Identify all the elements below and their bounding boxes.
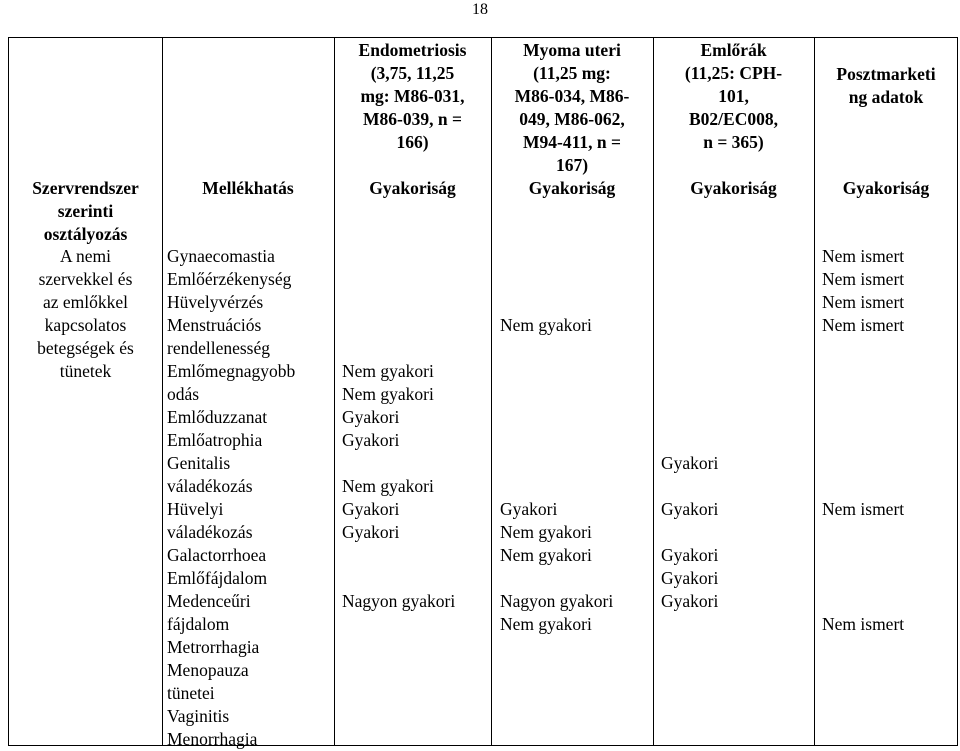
myoma-header-line: 167) (555, 155, 589, 175)
organ-system-category-line: kapcsolatos (44, 315, 127, 335)
adverse-effect-item: Gynaecomastia (167, 246, 275, 266)
adverse-effect-item: Menopauza (167, 660, 249, 680)
organ-system-category-line: tünetek (59, 361, 112, 381)
adverse-effect-item: Hüvelyi (167, 499, 224, 519)
frequency-header-myoma: Gyakoriság (528, 178, 616, 198)
emlorak-header-line: Emlőrák (700, 40, 767, 60)
adverse-effect-item: odás (167, 384, 200, 404)
frequency-cell: Nem gyakori (342, 384, 434, 404)
organ-system-header-line: szerinti (57, 201, 114, 221)
adverse-effect-item: Metrorrhagia (167, 637, 260, 657)
frequency-cell: Nagyon gyakori (342, 591, 456, 611)
adverse-effect-item: Emlőmegnagyobb (167, 361, 296, 381)
posztmarketing-header-line: ng adatok (848, 87, 924, 107)
column-divider (162, 37, 163, 746)
frequency-cell: Nem gyakori (500, 614, 592, 634)
frequency-cell: Nem ismert (822, 292, 905, 312)
endometriosis-header (334, 39, 491, 154)
myoma-header-line: Myoma uteri (523, 40, 621, 60)
frequency-cell: Gyakori (661, 453, 719, 473)
frequency-cell: Nem gyakori (500, 545, 592, 565)
adverse-effect-item: Emlőduzzanat (167, 407, 268, 427)
adverse-effect-item: rendellenesség (167, 338, 271, 358)
organ-system-header-line: osztályozás (43, 224, 128, 244)
endometriosis-header-line: Endometriosis (358, 40, 467, 60)
frequency-cell: Gyakori (661, 545, 719, 565)
adverse-effect-item: Medenceűri (167, 591, 251, 611)
adverse-effect-header: Mellékhatás (202, 178, 294, 198)
adverse-effect-item: Hüvelyvérzés (167, 292, 264, 312)
frequency-cell: Gyakori (342, 522, 400, 542)
posztmarketing-header (814, 63, 958, 109)
frequency-cell: Nem ismert (822, 269, 905, 289)
organ-system-header (9, 177, 162, 246)
frequency-cell: Nem gyakori (342, 476, 434, 496)
myoma-uteri-header (491, 39, 653, 177)
myoma-header-line: M94-411, n = (523, 132, 621, 152)
adverse-effect-item: Emlőfájdalom (167, 568, 268, 588)
emlorak-header-line: B02/EC008, (689, 109, 778, 129)
frequency-cell: Nem gyakori (500, 315, 592, 335)
endometriosis-header-line: 166) (396, 132, 429, 152)
emlorak-header-line: 101, (718, 86, 749, 106)
adverse-effect-item: Emlőatrophia (167, 430, 263, 450)
posztmarketing-header-line: Posztmarketi (836, 64, 936, 84)
frequency-cell: Nem gyakori (500, 522, 592, 542)
adverse-effect-item: váladékozás (167, 522, 253, 542)
organ-system-category (9, 245, 162, 383)
organ-system-category-line: betegségek és (37, 338, 134, 358)
adverse-effect-item: Menorrhagia (167, 729, 258, 749)
frequency-cell: Gyakori (342, 430, 400, 450)
myoma-header-line: M86-034, M86- (514, 86, 630, 106)
frequency-cell: Nem ismert (822, 246, 905, 266)
organ-system-category-line: az emlőkkel (42, 292, 129, 312)
frequency-cell: Nem gyakori (342, 361, 434, 381)
adverse-effect-item: Vaginitis (167, 706, 230, 726)
frequency-cell: Nem ismert (822, 499, 905, 519)
emlorak-header (653, 39, 814, 154)
adverse-effect-item: váladékozás (167, 476, 253, 496)
frequency-cell: Gyakori (661, 591, 719, 611)
endometriosis-header-line: M86-039, n = (363, 109, 462, 129)
emlorak-header-line: n = 365) (703, 132, 764, 152)
endometriosis-header-line: mg: M86-031, (360, 86, 465, 106)
frequency-cell: Gyakori (500, 499, 558, 519)
adverse-effect-item: fájdalom (167, 614, 230, 634)
emlorak-header-line: (11,25: CPH- (684, 63, 783, 83)
frequency-cell: Gyakori (661, 568, 719, 588)
frequency-cell: Gyakori (342, 499, 400, 519)
myoma-header-line: (11,25 mg: (533, 63, 611, 83)
frequency-header-emlorak: Gyakoriság (690, 178, 777, 198)
frequency-header-endometriosis: Gyakoriság (369, 178, 456, 198)
frequency-cell: Nem ismert (822, 315, 905, 335)
adverse-effect-item: Emlőérzékenység (167, 269, 292, 289)
frequency-cell: Nagyon gyakori (500, 591, 614, 611)
organ-system-category-line: szervekkel és (38, 269, 133, 289)
page-number: 18 (472, 1, 488, 18)
frequency-header-posztmarketing: Gyakoriság (842, 178, 930, 198)
frequency-cell: Gyakori (661, 499, 719, 519)
adverse-effect-item: Genitalis (167, 453, 231, 473)
endometriosis-header-line: (3,75, 11,25 (370, 63, 455, 83)
frequency-cell: Gyakori (342, 407, 400, 427)
adverse-effect-item: Menstruációs (167, 315, 262, 335)
column-divider (814, 37, 815, 746)
organ-system-category-line: A nemi (59, 246, 112, 266)
organ-system-header-line: Szervrendszer (32, 178, 139, 198)
frequency-cell: Nem ismert (822, 614, 905, 634)
adverse-effect-item: tünetei (167, 683, 215, 703)
myoma-header-line: 049, M86-062, (519, 109, 625, 129)
adverse-effect-item: Galactorrhoea (167, 545, 267, 565)
